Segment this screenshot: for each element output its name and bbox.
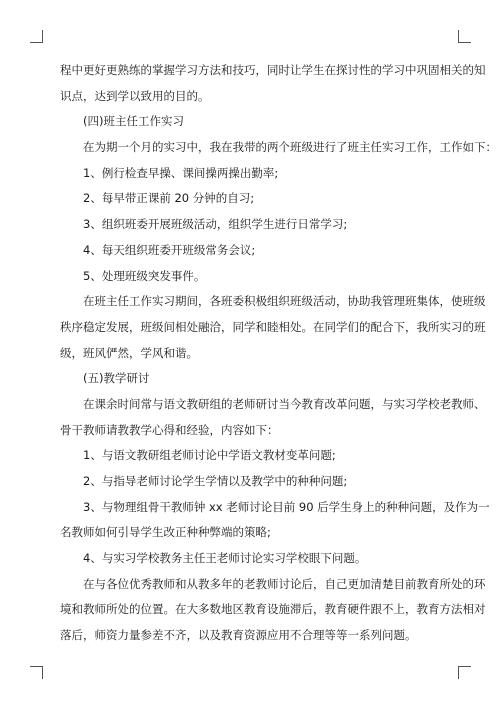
list-item: 2、每早带正课前 20 分钟的自习; [83, 191, 255, 206]
text-line: 识点，达到学以致用的目的。 [60, 88, 210, 103]
list-item: 3、与物理组骨干教师钟 xx 老师讨论目前 90 后学生身上的种种问题，及作为一 [83, 499, 490, 514]
text-line: 名教师如何引导学生改正种种弊端的策略; [60, 525, 271, 540]
section-heading: (四)班主任工作实习 [83, 114, 184, 129]
text-line: 境和教师所处的位置。在大多数地区教育设施滞后，教育硬件跟不上，教育方法相对 [60, 602, 486, 617]
list-item: 4、每天组织班委开班级常务会议; [83, 242, 256, 257]
crop-mark-top-right [458, 30, 471, 43]
list-item: 1、与语文教研组老师讨论中学语文教材变革问题; [83, 448, 336, 463]
crop-mark-bottom-right [458, 666, 471, 679]
list-item: 2、与指导老师讨论学生学情以及教学中的种种问题; [83, 474, 348, 488]
text-line: 程中更好更熟练的掌握学习方法和技巧，同时让学生在探讨性的学习中巩固相关的知 [60, 63, 486, 77]
text-line: 在课余时间常与语文教研组的老师研讨当今教育改革问题，与实习学校老教师、 [83, 396, 486, 411]
list-item: 5、处理班级突发事件。 [83, 268, 206, 283]
list-item: 4、与实习学校教务主任王老师讨论实习学校眼下问题。 [83, 551, 367, 566]
text-line: 秩序稳定发展，班级间相处融洽，同学和睦相处。在同学们的配合下，我所实习的班 [60, 319, 486, 334]
document-body [60, 58, 497, 649]
list-item: 1、例行检查早操、课间操两操出勤率; [83, 165, 279, 180]
text-line: 级，班风俨然，学风和谐。 [60, 345, 198, 360]
list-item: 3、组织班委开展班级活动，组织学生进行日常学习; [83, 217, 348, 232]
crop-mark-top-left [30, 30, 43, 43]
text-line: 在班主任工作实习期间，各班委积极组织班级活动，协助我管理班集体，使班级 [83, 294, 486, 309]
text-line: 在与各位优秀教师和从教多年的老教师讨论后，自己更加清楚目前教育所处的环 [83, 576, 486, 591]
text-line: 在为期一个月的实习中，我在我带的两个班级进行了班主任实习工作，工作如下： [83, 140, 497, 155]
text-line: 骨干教师请教教学心得和经验，内容如下： [60, 422, 279, 437]
text-line: 落后，师资力量参差不齐，以及教育资源应用不合理等等一系列问题。 [60, 628, 417, 643]
crop-mark-bottom-left [30, 666, 43, 679]
section-heading: (五)教学研讨 [83, 371, 150, 386]
